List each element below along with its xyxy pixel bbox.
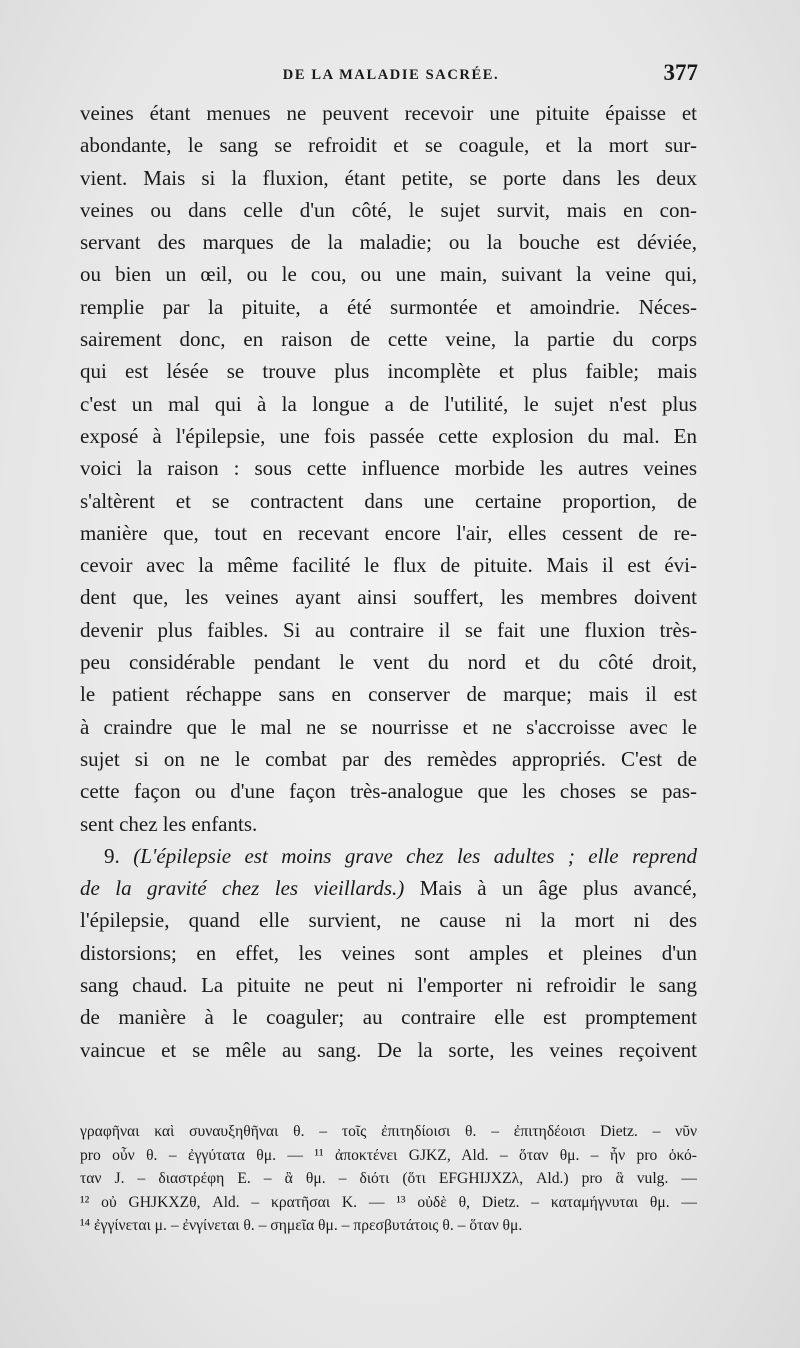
running-head xyxy=(80,58,702,92)
text-line: vient. Mais si la fluxion, étant petite, se porte dans les deux xyxy=(80,165,697,190)
section-heading-line xyxy=(80,840,697,872)
text-line: sujet si on ne le combat par des remèdes appropriés. C'est de xyxy=(80,746,697,771)
text-line: c'est un mal qui à la longue a de l'utilité, le sujet n'est plus xyxy=(80,391,697,416)
section-text-start: Mais à un âge plus avancé, xyxy=(404,876,697,901)
text-line: sang chaud. La pituite ne peut ni l'emporter ni refroidir le sang xyxy=(80,973,697,998)
footnote-line: ¹⁴ ἐγγίνεται μ. – ἐνγίνεται θ. – σημεῖα θμ. – πρεσβυτάτοις θ. – ὅταν θμ. xyxy=(80,1217,523,1235)
text-line: de manière à le coaguler; au contraire elle est promptement xyxy=(80,1005,697,1030)
footnote-line: pro οὖν θ. – ἐγγύτατα θμ. — ¹¹ ἀποκτένει GJKZ, Ald. – ὅταν θμ. – ἦν pro ὁκό- xyxy=(80,1146,697,1164)
body-text xyxy=(80,97,697,1066)
text-line: voici la raison : sous cette influence morbide les autres veines xyxy=(80,456,697,481)
text-line: remplie par la pituite, a été surmontée et amoindrie. Néces- xyxy=(80,294,697,319)
text-line: l'épilepsie, quand elle survient, ne cause ni la mort ni des xyxy=(80,908,697,933)
footnote-line: ¹² οὐ GHJKXZθ, Ald. – κρατῆσαι K. — ¹³ οὐδὲ θ, Dietz. – καταμήγνυται θμ. — xyxy=(80,1193,697,1211)
footnote-line: ταν J. – διαστρέφη E. – ἃ θμ. – διότι (ὅτι EFGHIJXZλ, Ald.) pro ἃ vulg. — xyxy=(80,1170,697,1188)
text-line: abondante, le sang se refroidit et se coagule, et la mort sur- xyxy=(80,133,697,158)
text-line: veines étant menues ne peuvent recevoir une pituite épaisse et xyxy=(80,101,697,125)
text-line: cevoir avec la même facilité le flux de pituite. Mais il est évi- xyxy=(80,553,697,578)
text-line: ou bien un œil, ou le cou, ou une main, suivant la veine qui, xyxy=(80,262,697,287)
running-title: DE LA MALADIE SACRÉE. xyxy=(282,67,500,83)
text-line: manière que, tout en recevant encore l'air, elles cessent de re- xyxy=(80,520,697,545)
section-heading-line-2 xyxy=(80,872,697,904)
section-number: 9. xyxy=(104,843,120,868)
text-line: s'altèrent et se contractent dans une certaine proportion, de xyxy=(80,488,697,513)
text-line: peu considérable pendant le vent du nord et du côté droit, xyxy=(80,650,697,675)
footnote-line: γραφῆναι καὶ συναυξηθῆναι θ. – τοῖς ἐπιτηδίοισι θ. – ἐπιτηδέοισι Dietz. – νῦν xyxy=(80,1123,697,1140)
footnotes xyxy=(80,1120,697,1238)
text-line: cette façon ou d'une façon très-analogue que les choses se pas- xyxy=(80,779,697,804)
text-line: dent que, les veines ayant ainsi souffert, les membres doivent xyxy=(80,585,697,610)
text-line: sent chez les enfants. xyxy=(80,811,258,836)
section-title-cont: de la gravité chez les vieillards.) xyxy=(80,876,405,901)
text-line: distorsions; en effet, les veines sont amples et pleines d'un xyxy=(80,940,697,965)
text-line: qui est lésée se trouve plus incomplète et plus faible; mais xyxy=(80,359,697,384)
text-line: sairement donc, en raison de cette veine, la partie du corps xyxy=(80,327,697,352)
text-line: le patient réchappe sans en conserver de marque; mais il est xyxy=(80,682,697,707)
text-line: veines ou dans celle d'un côté, le sujet survit, mais en con- xyxy=(80,197,697,222)
text-line: exposé à l'épilepsie, une fois passée cette explosion du mal. En xyxy=(80,423,697,448)
page-number: 377 xyxy=(663,60,698,85)
text-line: devenir plus faibles. Si au contraire il se fait une fluxion très- xyxy=(80,617,697,642)
text-line: servant des marques de la maladie; ou la bouche est déviée, xyxy=(80,230,697,255)
section-title: (L'épilepsie est moins grave chez les adultes ; elle reprend xyxy=(133,843,698,868)
text-line: à craindre que le mal ne se nourrisse et ne s'accroisse avec le xyxy=(80,714,697,739)
text-line: vaincue et se mêle au sang. De la sorte, les veines reçoivent xyxy=(80,1037,697,1062)
